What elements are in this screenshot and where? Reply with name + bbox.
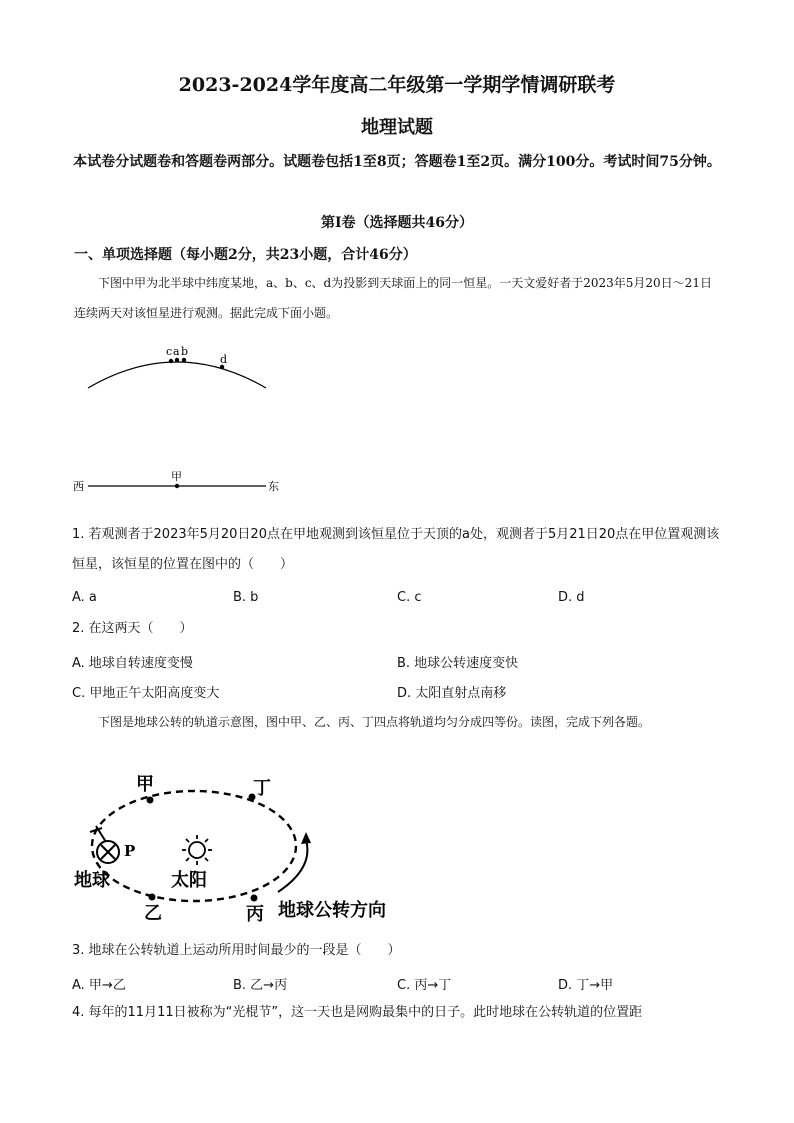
q1-option-d: D. d (558, 590, 585, 605)
q1-option-c: C. c (397, 590, 422, 605)
west-label: 西 (73, 480, 84, 493)
label-bing: 丙 (246, 904, 264, 925)
revolution-arrow (278, 840, 307, 892)
label-earth: 地球 (74, 870, 110, 891)
star-label-d: d (220, 353, 228, 366)
star-point-b (182, 358, 186, 362)
q3-option-d: D. 丁→甲 (558, 978, 614, 993)
label-jia: 甲 (136, 774, 154, 795)
exam-title: 2023-2024学年度高二年级第一学期学情调研联考 (178, 74, 616, 96)
label-sun: 太阳 (171, 870, 207, 891)
orbit-figure (66, 768, 416, 930)
q3-option-b: B. 乙→丙 (233, 978, 288, 993)
site-label: 甲 (171, 470, 182, 483)
sun-icon (182, 835, 212, 865)
intro-paragraph-2: 下图是地球公转的轨道示意图，图中甲、乙、丙、丁四点将轨道均匀分成四等份。读图，完成下列各题。 (98, 715, 651, 729)
arrow-head (301, 832, 311, 844)
question-2-stem: 2. 在这两天（ ） (72, 621, 193, 636)
question-3-stem: 3. 地球在公转轨道上运动所用时间最少的一段是（ ） (72, 943, 401, 958)
q2-option-a: A. 地球自转速度变慢 (72, 656, 193, 671)
label-direction: 地球公转方向 (278, 900, 386, 921)
point-bing (251, 895, 258, 902)
star-label-b: b (181, 345, 189, 358)
star-label-a: a (173, 345, 180, 358)
subject-title: 地理试题 (361, 117, 433, 138)
intro-paragraph-1: 下图中甲为北半球中纬度某地，a、b、c、d为投影到天球面上的同一恒星。一天文爱好者于2023年5月20日～21日连续两天对该恒星进行观测。据此完成下面小题。 (74, 276, 712, 320)
q3-option-a: A. 甲→乙 (72, 978, 126, 993)
question-1-stem: 1. 若观测者于2023年5月20日20点在甲地观测到该恒星位于天顶的a处，观测者于5月21日20点在甲位置观测该恒星，该恒星的位置在图中的（ ） (72, 527, 720, 572)
exam-notice: 本试卷分试题卷和答题卷两部分。试题卷包括1至8页；答题卷1至2页。满分100分。考试时间75分钟。 (73, 154, 721, 170)
point-yi (149, 894, 156, 901)
celestial-figure (70, 340, 300, 500)
label-yi: 乙 (144, 903, 162, 924)
q2-option-c: C. 甲地正午太阳高度变大 (72, 686, 220, 701)
question-4-stem: 4. 每年的11月11日被称为“光棍节”，这一天也是网购最集中的日子。此时地球在公转轨道的位置距 (72, 1005, 643, 1020)
label-ding: 丁 (253, 778, 271, 799)
point-jia (147, 797, 154, 804)
east-label: 东 (268, 480, 279, 493)
q1-option-a: A. a (72, 590, 97, 605)
q2-option-b: B. 地球公转速度变快 (397, 656, 519, 671)
q3-option-c: C. 丙→丁 (397, 978, 452, 993)
label-p: P (124, 842, 136, 860)
site-point (175, 484, 179, 488)
part-title: 一、单项选择题（每小题2分，共23小题，合计46分） (74, 247, 417, 263)
star-point-a (175, 358, 179, 362)
earth-icon (90, 826, 119, 863)
q2-option-d: D. 太阳直射点南移 (397, 686, 507, 701)
celestial-arc (88, 362, 266, 388)
star-label-c: c (166, 345, 173, 358)
q1-option-b: B. b (233, 590, 259, 605)
star-point-c (169, 359, 173, 363)
section-title: 第Ⅰ卷（选择题共46分） (320, 215, 474, 231)
